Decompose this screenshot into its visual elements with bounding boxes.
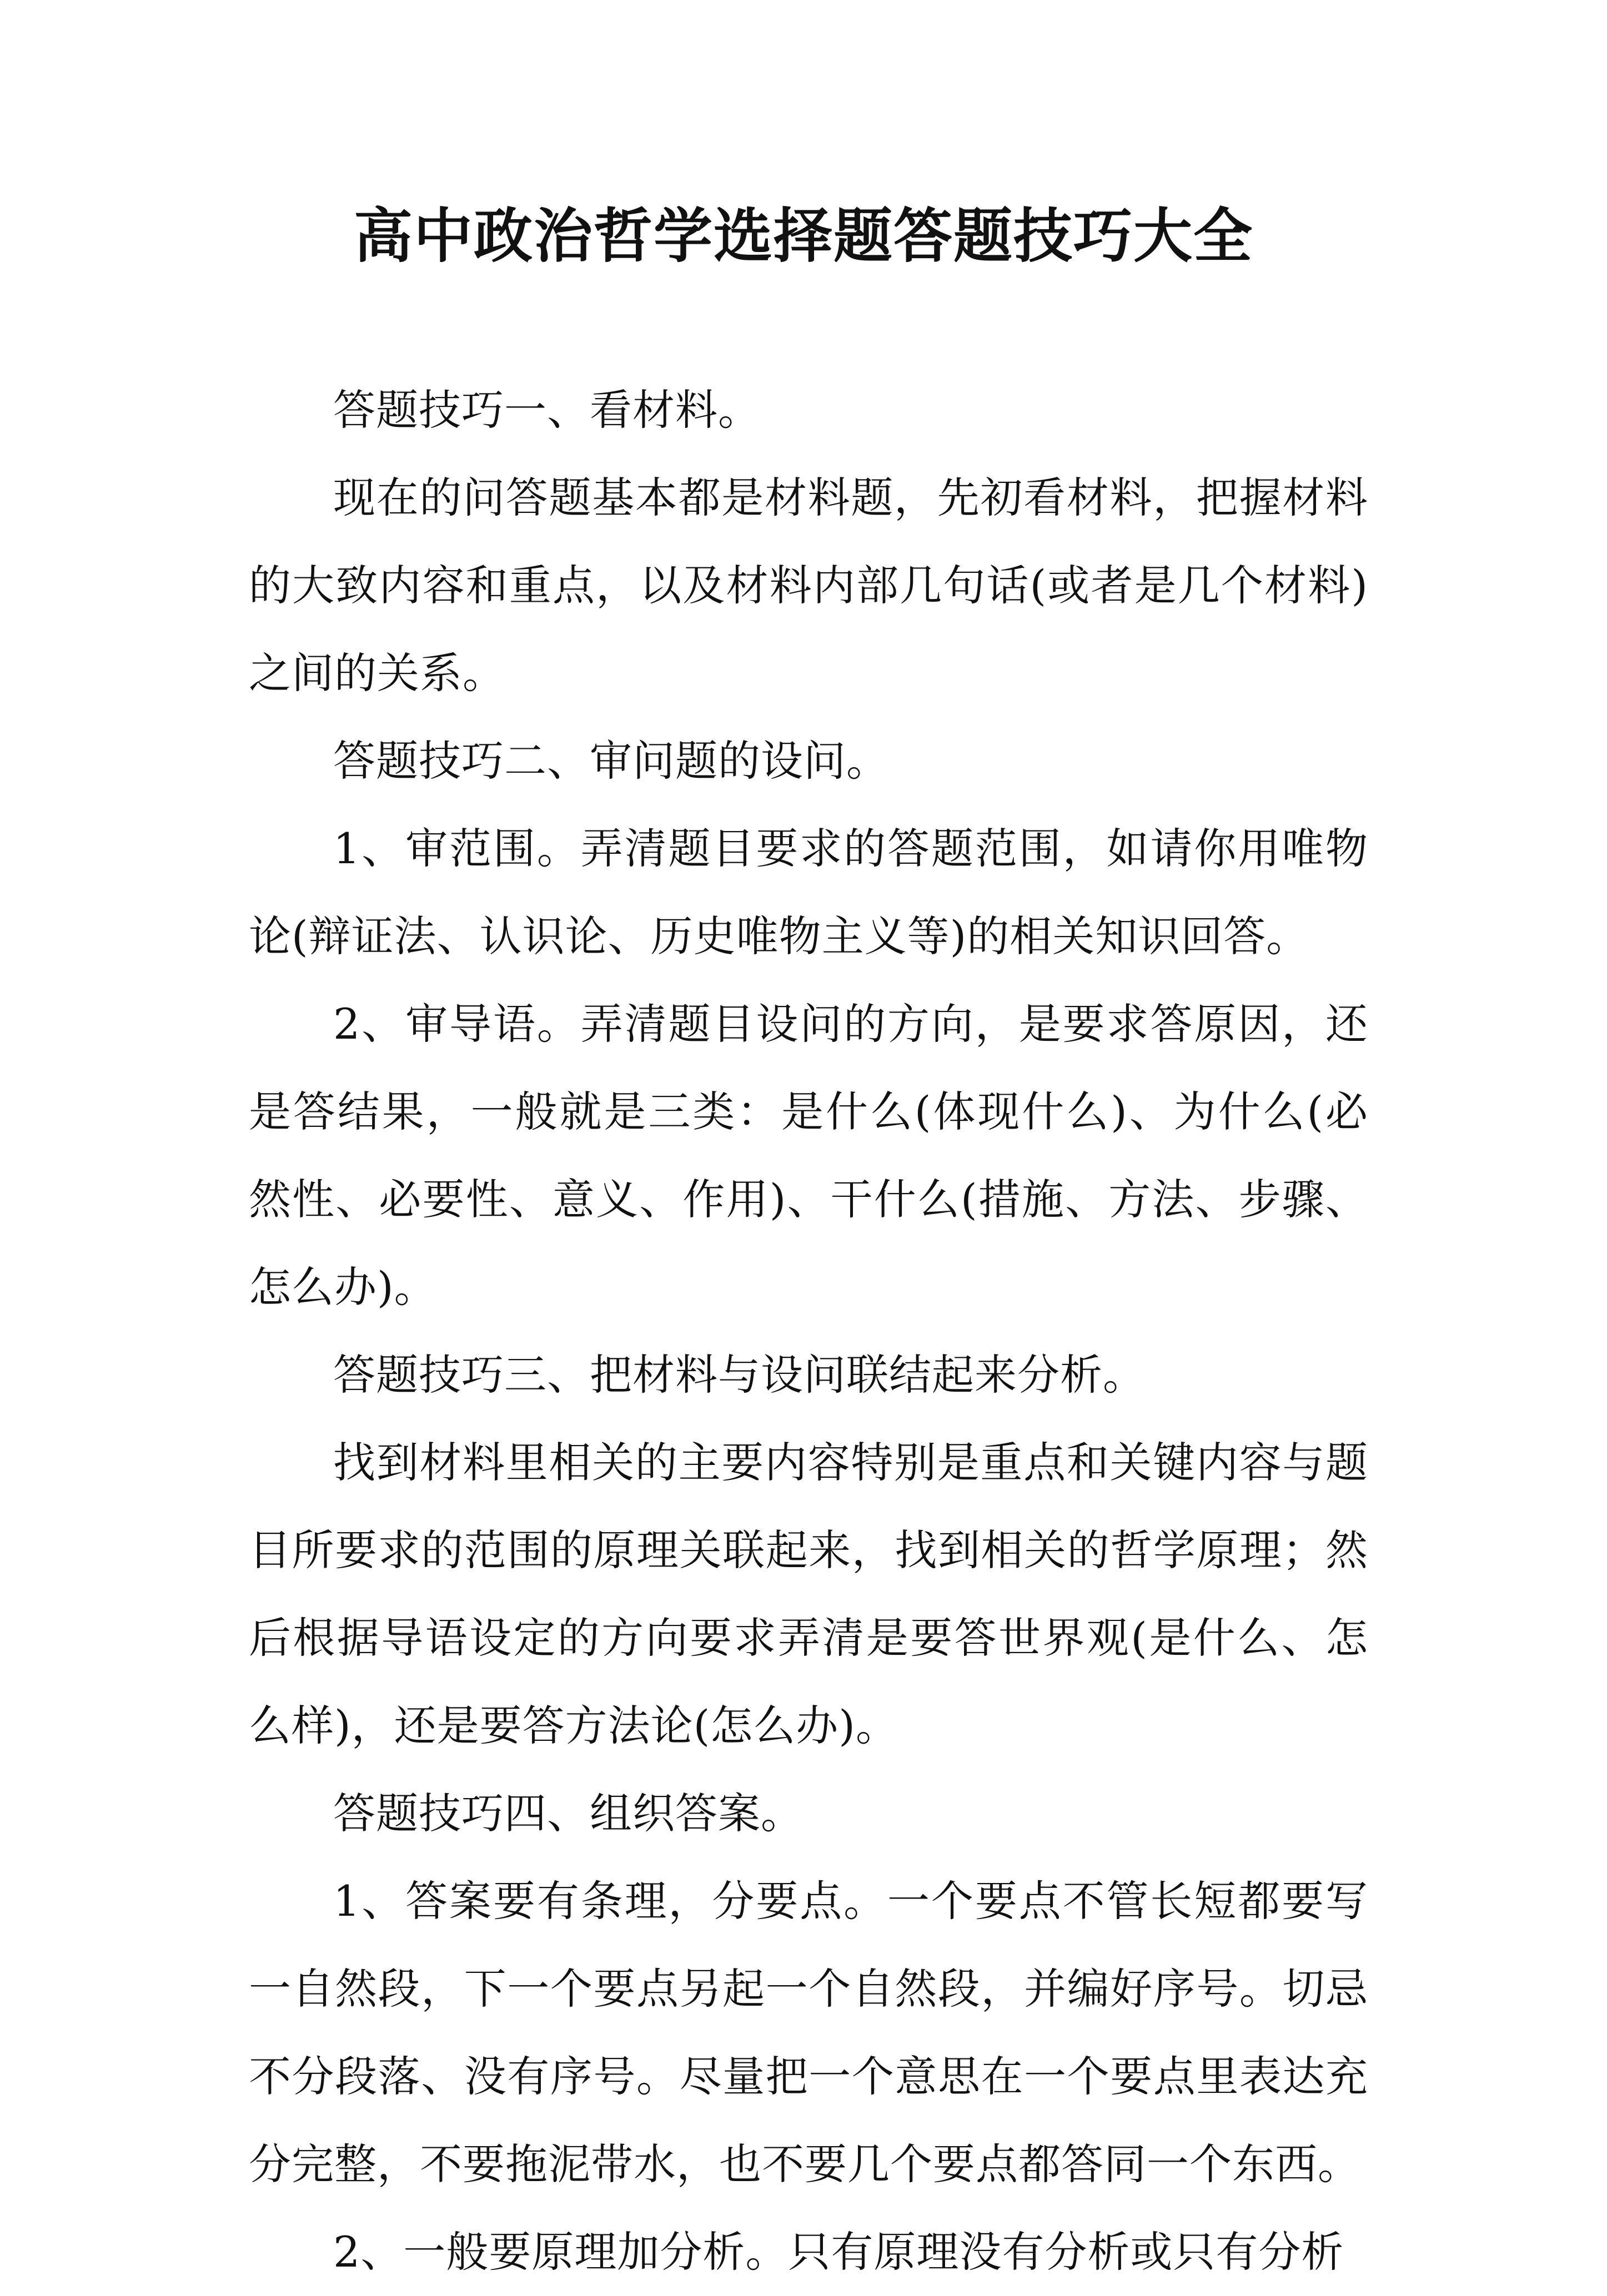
- paragraph-1: 答题技巧一、看材料。: [333, 385, 761, 435]
- paragraph-2: 现在的问答题基本都是材料题，先初看材料，把握材料的大致内容和重点，以及材料内部几句话(或者是几个材料)之间的关系。: [249, 473, 1368, 698]
- paragraph-8: 答题技巧四、组织答案。: [333, 1789, 803, 1838]
- paragraph-9: 1、答案要有条理，分要点。一个要点不管长短都要写一自然段，下一个要点另起一个自然段，并编好序号。切忌不分段落、没有序号。尽量把一个意思在一个要点里表达充分完整，不要拖泥带水，也不要几个要点都答同一个东西。: [249, 1876, 1368, 2189]
- paragraph-10: 2、一般要原理加分析。只有原理没有分析或只有分析: [333, 2227, 1344, 2277]
- paragraph-7: 找到材料里相关的主要内容特别是重点和关键内容与题目所要求的范围的原理关联起来，找到相关的哲学原理；然后根据导语设定的方向要求弄清是要答世界观(是什么、怎么样)，还是要答方法论(怎么办)。: [249, 1438, 1368, 1750]
- paragraph-6: 答题技巧三、把材料与设问联结起来分析。: [333, 1350, 1146, 1399]
- document-title: 高中政治哲学选择题答题技巧大全: [354, 201, 1253, 270]
- paragraph-4: 1、审范围。弄清题目要求的答题范围，如请你用唯物论(辩证法、认识论、历史唯物主义等)的相关知识回答。: [249, 824, 1368, 961]
- paragraph-5: 2、审导语。弄清题目设问的方向，是要求答原因，还是答结果，一般就是三类：是什么(体现什么)、为什么(必然性、必要性、意义、作用)、干什么(措施、方法、步骤、怎么办)。: [249, 999, 1368, 1312]
- document-body: [249, 366, 1368, 2296]
- paragraph-3: 答题技巧二、审问题的设问。: [333, 736, 889, 786]
